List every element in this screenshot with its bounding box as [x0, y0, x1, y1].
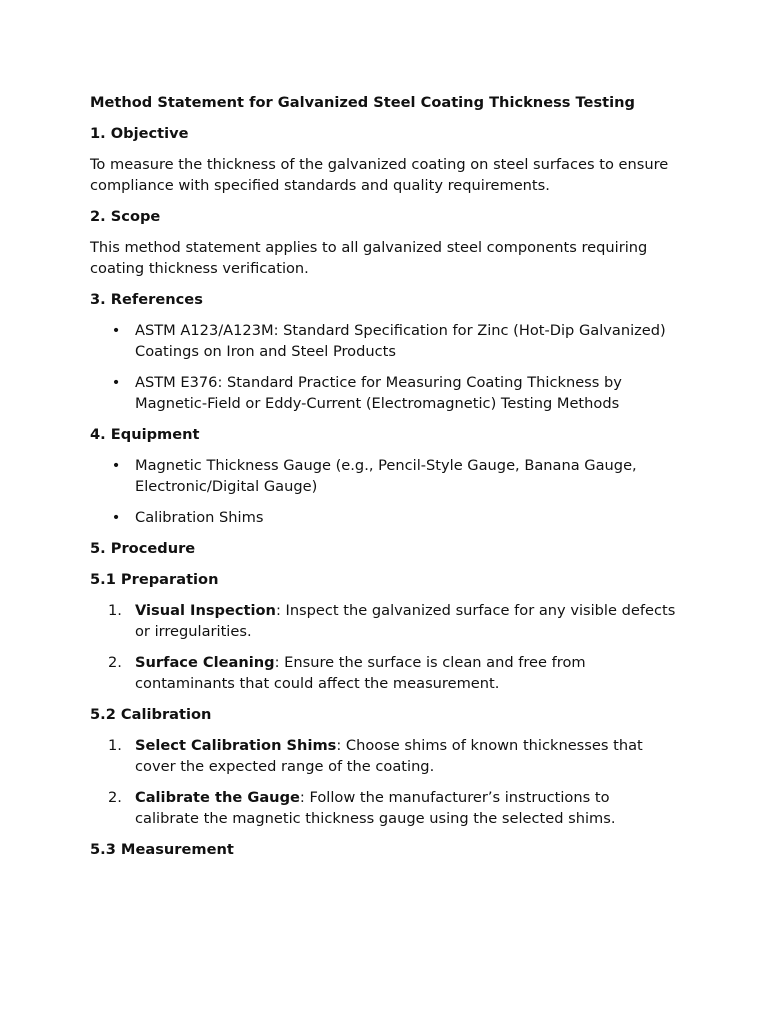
document-title: Method Statement for Galvanized Steel Coating Thickness Testing [90, 94, 635, 111]
list-item [90, 735, 678, 777]
calibration-steps [90, 735, 678, 829]
bullet-marker: • [111, 509, 121, 526]
step-text: : Follow the manufacturer’s instructions to calibrate the magnetic thickness gauge using the selected shims. [135, 789, 616, 827]
list-item [90, 600, 678, 642]
step-term: Select Calibration Shims [135, 737, 337, 754]
list-item [90, 787, 678, 829]
step-term: Surface Cleaning [135, 654, 275, 671]
reference-text: ASTM A123/A123M: Standard Specification for Zinc (Hot-Dip Galvanized) Coatings on Iron and Steel Products [135, 322, 666, 360]
equipment-heading: 4. Equipment [90, 426, 200, 443]
step-text: : Ensure the surface is clean and free from contaminants that could affect the measurement. [135, 654, 586, 692]
reference-text: ASTM E376: Standard Practice for Measuring Coating Thickness by Magnetic-Field or Eddy-Current (Electromagnetic) Testing Methods [135, 374, 622, 412]
step-term: Calibrate the Gauge [135, 789, 300, 806]
step-number: 1. [108, 737, 122, 754]
equipment-text: Magnetic Thickness Gauge (e.g., Pencil-Style Gauge, Banana Gauge, Electronic/Digital Gauge) [135, 457, 637, 495]
list-item [90, 652, 678, 694]
measurement-heading: 5.3 Measurement [90, 841, 234, 858]
list-item [90, 320, 678, 362]
calibration-heading: 5.2 Calibration [90, 706, 212, 723]
list-item [90, 372, 678, 414]
step-number: 2. [108, 654, 122, 671]
scope-heading: 2. Scope [90, 208, 161, 225]
equipment-text: Calibration Shims [135, 509, 264, 526]
step-number: 2. [108, 789, 122, 806]
objective-heading: 1. Objective [90, 125, 189, 142]
references-list [90, 320, 678, 414]
preparation-steps [90, 600, 678, 694]
step-term: Visual Inspection [135, 602, 276, 619]
bullet-marker: • [111, 322, 121, 339]
references-heading: 3. References [90, 291, 203, 308]
step-text: : Choose shims of known thicknesses that cover the expected range of the coating. [135, 737, 643, 775]
bullet-marker: • [111, 374, 121, 391]
list-item [90, 455, 678, 497]
bullet-marker: • [111, 457, 121, 474]
preparation-heading: 5.1 Preparation [90, 571, 219, 588]
equipment-list [90, 455, 678, 528]
scope-text: This method statement applies to all galvanized steel components requiring coating thickness verification. [90, 239, 648, 277]
list-item [90, 507, 678, 528]
procedure-heading: 5. Procedure [90, 540, 196, 557]
objective-text: To measure the thickness of the galvanized coating on steel surfaces to ensure compliance with specified standards and quality requirements. [90, 156, 669, 194]
step-text: : Inspect the galvanized surface for any visible defects or irregularities. [135, 602, 676, 640]
step-number: 1. [108, 602, 122, 619]
